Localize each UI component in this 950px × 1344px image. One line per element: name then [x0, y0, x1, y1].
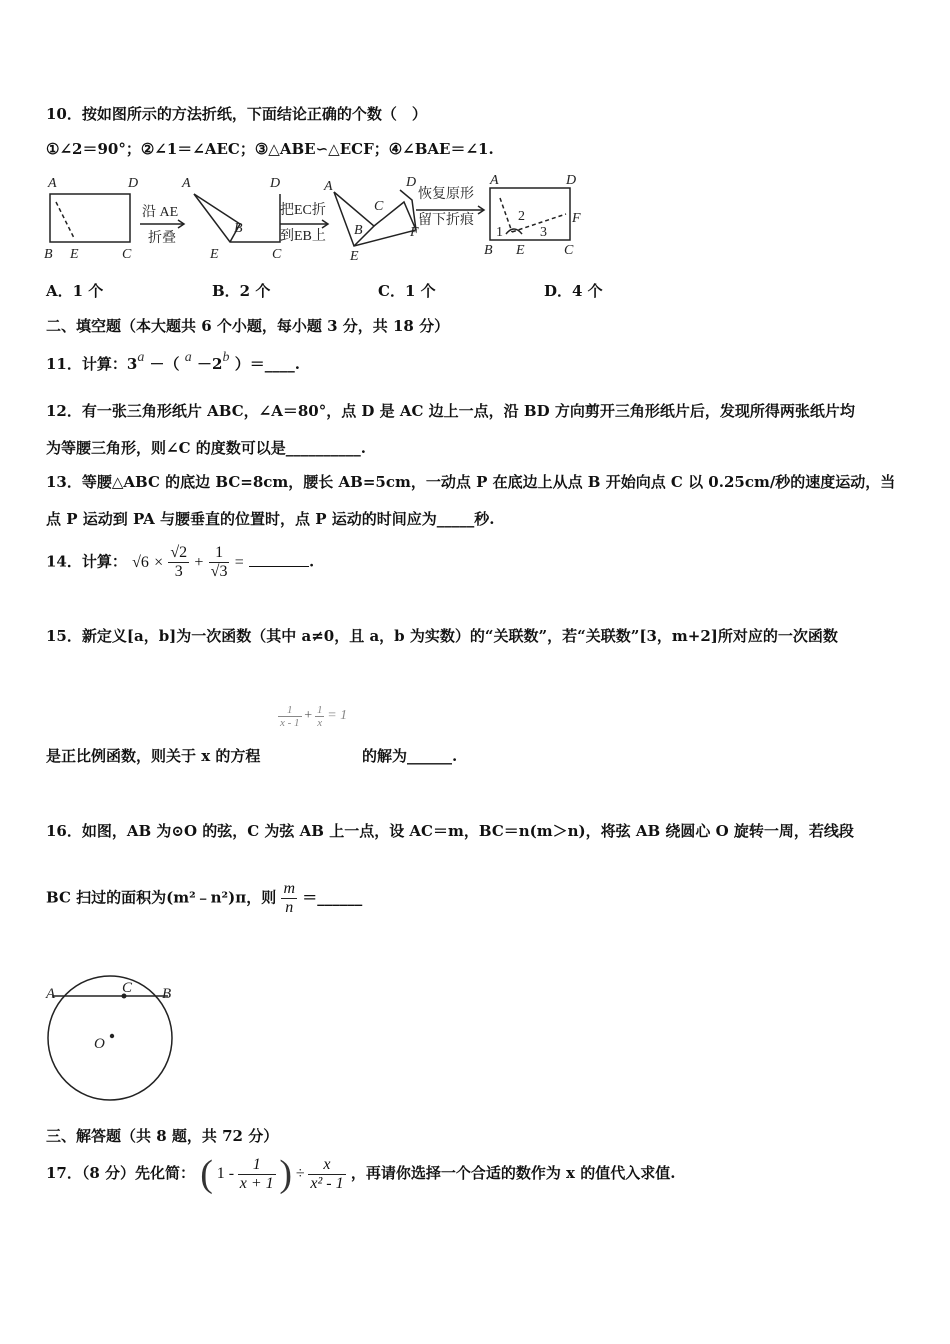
label-o: O [94, 1036, 105, 1052]
fig3-label-D: D [406, 175, 417, 190]
fig3-label-A: A [324, 179, 333, 194]
fig4-label-D: D [566, 173, 577, 188]
q16-frac-num: m [283, 880, 296, 897]
q15-eq-den1: x - 1 [280, 717, 300, 729]
q16-circle-figure [40, 972, 180, 1102]
q17-frac2-den: x² - 1 [310, 1174, 344, 1192]
q13-line1: 13．等腰△ABC 的底边 BC=8cm，腰长 AB=5cm，一动点 P 在底边上从点 B 开始向点 C 以 0.25cm/秒的速度运动，当 [46, 473, 896, 491]
circle-o [48, 976, 172, 1100]
arrow2-bottom-label: 到EB上 [280, 229, 326, 244]
section2-heading: 二、填空题（本大题共 6 个小题，每小题 3 分，共 18 分） [46, 317, 450, 335]
q10-statements: ①∠2＝90°；②∠1＝∠AEC；③△ABE∽△ECF；④∠BAE＝∠1. [46, 140, 494, 158]
fig4-label-A: A [490, 173, 499, 188]
q11-a2: a [184, 350, 192, 365]
q14-line [46, 544, 314, 581]
q14-sqrt6: √6 [132, 553, 149, 571]
q14-frac1 [168, 544, 189, 581]
fig3-label-E: E [350, 249, 359, 262]
q17-div: ÷ [295, 1165, 305, 1182]
q14-frac2-den: √3 [210, 563, 228, 580]
arrow3-top-label: 恢复原形 [418, 187, 474, 202]
fig2-label-B: B [234, 221, 243, 236]
q17-frac1 [238, 1156, 276, 1193]
q17-prefix: 17．（8 分）先化简： [46, 1164, 196, 1182]
label-b: B [162, 986, 172, 1002]
fig1-label-B: B [44, 247, 53, 262]
q13-line2: 点 P 运动到 PA 与腰垂直的位置时，点 P 运动的时间应为_____秒. [46, 510, 495, 528]
fig4-label-E: E [516, 243, 525, 258]
q17-frac1-num: 1 [238, 1156, 276, 1175]
fig4-label-F: F [572, 211, 581, 226]
q15-eq-num2: 1 [316, 704, 323, 716]
fig2-label-E: E [210, 247, 219, 262]
fig2-label-A: A [182, 176, 191, 191]
q11-exp2: b [222, 350, 230, 365]
section3-heading: 三、解答题（共 8 题，共 72 分） [46, 1127, 279, 1145]
fig3-label-C: C [374, 199, 384, 214]
fig2-label-D: D [270, 176, 281, 191]
fig4-angle-3: 3 [540, 225, 547, 240]
fig4-angle-2: 2 [518, 209, 525, 224]
q16-line2 [46, 880, 362, 917]
q10-option-b[interactable]: B．2 个 [212, 282, 271, 300]
q10-folding-figure [44, 172, 604, 262]
q14-suffix: . [308, 552, 315, 571]
q14-equals: = [234, 553, 244, 571]
q17-suffix: ，再请你选择一个合适的数作为 x 的值代入求值. [350, 1164, 676, 1182]
q15-eq-den2: x [317, 717, 323, 729]
q17-frac2-num: x [308, 1156, 345, 1175]
q17-line [46, 1152, 675, 1196]
q15-eq-num1: 1 [278, 704, 302, 717]
q11-prefix: 11．计算：3 [46, 355, 138, 373]
q14-prefix: 14．计算： [46, 552, 127, 571]
fig4-label-C: C [564, 243, 574, 258]
q11-suffix: ）＝____. [234, 355, 300, 373]
q16-frac [281, 880, 297, 917]
q17-frac2 [308, 1156, 345, 1193]
q10-option-c[interactable]: C．1 个 [378, 282, 436, 300]
q15-eq-plus: + [304, 708, 313, 724]
fold-step1-rectangle [50, 194, 130, 242]
q15-eq-frac1 [278, 704, 302, 729]
arrow2-top-label: 把EC折 [280, 203, 326, 218]
q17-expression [200, 1152, 345, 1196]
q11-minus2: －2 [197, 355, 223, 373]
q15-eq-rhs: = 1 [327, 708, 348, 724]
fig3-label-F: F [410, 225, 419, 240]
q17-left-paren: ( [200, 1153, 213, 1195]
q17-expr-open: 1 - [216, 1165, 235, 1182]
q14-frac1-den: 3 [174, 563, 183, 580]
q17-right-paren: ) [279, 1153, 293, 1195]
q16-frac-den: n [285, 899, 294, 916]
q14-frac2 [209, 544, 230, 581]
q15-line2-b: 的解为______. [362, 747, 458, 765]
label-c: C [122, 980, 133, 996]
fig1-label-D: D [128, 176, 139, 191]
q14-frac1-num: √2 [170, 544, 188, 561]
q14-times: × [154, 553, 164, 571]
arrow3-bottom-label: 留下折痕 [418, 213, 474, 228]
q11-exp1: a [137, 350, 145, 365]
q10-option-a[interactable]: A．1 个 [46, 282, 104, 300]
fig4-label-B: B [484, 243, 493, 258]
fig1-label-E: E [70, 247, 79, 262]
q15-line1: 15．新定义[a，b]为一次函数（其中 a≠0，且 a，b 为实数）的“关联数”，若“关联数”[3，m+2]所对应的一次函数 [46, 627, 838, 645]
q14-plus: + [194, 553, 204, 571]
q14-answer-blank [249, 552, 309, 567]
fig3-label-B: B [354, 223, 363, 238]
fig4-angle-1: 1 [496, 225, 503, 240]
q11-mid: －（ [149, 355, 180, 373]
label-a: A [46, 986, 56, 1002]
q15-equation [278, 704, 347, 729]
q10-option-d[interactable]: D．4 个 [544, 282, 603, 300]
q14-frac2-num: 1 [209, 544, 230, 563]
q12-line1: 12．有一张三角形纸片 ABC，∠A＝80°，点 D 是 AC 边上一点，沿 BD 方向剪开三角形纸片后，发现所得两张纸片均 [46, 402, 855, 420]
q16-line2-a: BC 扫过的面积为(m²﹣n²)π，则 [46, 888, 277, 907]
q15-eq-frac2 [315, 704, 325, 729]
fig2-label-C: C [272, 247, 282, 262]
arrow1-top-label: 沿 AE [142, 205, 179, 220]
q16-line2-b: ＝______ [302, 888, 363, 907]
fig1-label-C: C [122, 247, 132, 262]
q10-stem: 10．按如图所示的方法折纸，下面结论正确的个数（ ） [46, 105, 427, 123]
q15-line2-a: 是正比例函数，则关于 x 的方程 [46, 747, 261, 765]
point-o [110, 1034, 114, 1038]
fig1-label-A: A [48, 176, 57, 191]
arrow1-bottom-label: 折叠 [148, 231, 176, 246]
q16-line1: 16．如图，AB 为⊙O 的弦，C 为弦 AB 上一点，设 AC＝m，BC＝n(m＞n)，将弦 AB 绕圆心 O 旋转一周，若线段 [46, 822, 854, 840]
q11-line [46, 350, 300, 374]
q12-line2: 为等腰三角形，则∠C 的度数可以是__________. [46, 439, 366, 457]
q17-frac1-den: x + 1 [239, 1174, 274, 1192]
